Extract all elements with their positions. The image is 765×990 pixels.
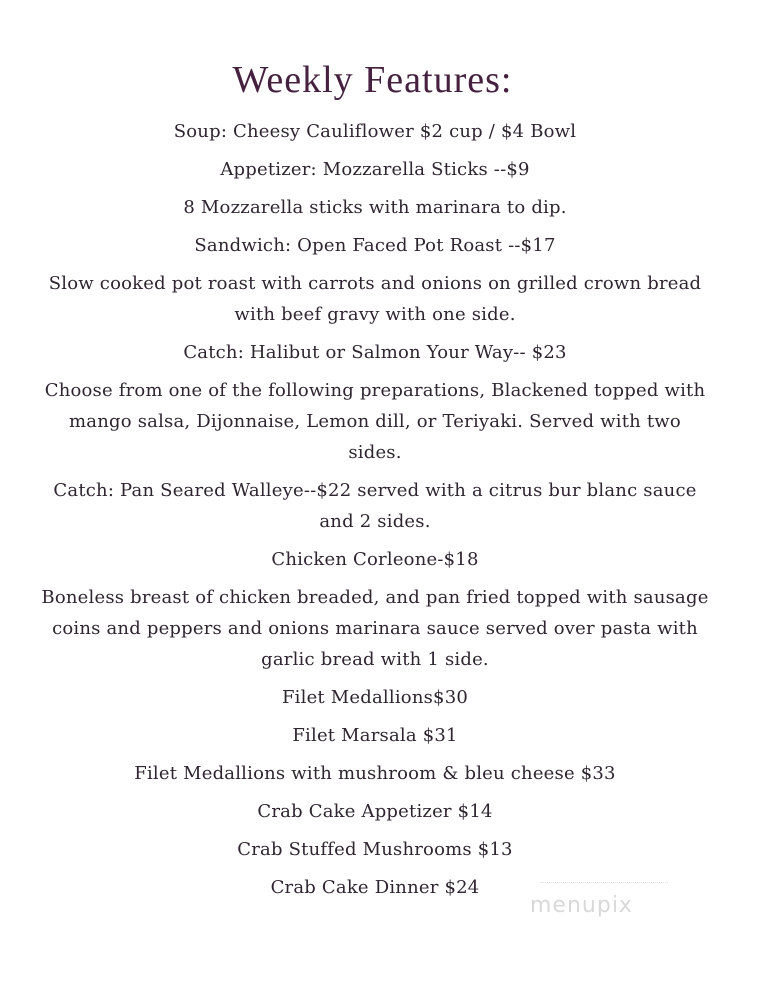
menu-line-soup: Soup: Cheesy Cauliflower $2 cup / $4 Bowl [173, 121, 577, 142]
menu-line-appetizer-desc: 8 Mozzarella sticks with marinara to dip. [183, 197, 567, 218]
menu-line-catch-walleye: Catch: Pan Seared Walleye--$22 served with a citrus bur blanc sauce and 2 sides. [53, 480, 697, 532]
menu-line-appetizer: Appetizer: Mozzarella Sticks --$9 [220, 159, 530, 180]
menu-line-crab-appetizer: Crab Cake Appetizer $14 [257, 801, 493, 822]
watermark-decoration [540, 882, 668, 891]
menu-line-chicken: Chicken Corleone-$18 [271, 549, 479, 570]
page-title: Weekly Features: [232, 59, 513, 101]
menu-items [40, 116, 710, 910]
watermark-logo: menupix [530, 893, 633, 918]
menu-line-filet-medallions: Filet Medallions$30 [281, 687, 469, 708]
menu-line-catch-halibut: Catch: Halibut or Salmon Your Way-- $23 [183, 342, 567, 363]
menu-line-catch-halibut-desc: Choose from one of the following preparations, Blackened topped with mango salsa, Dijonnaise, Lemon dill, or Teriyaki. Served with two sides. [44, 380, 706, 463]
menu-line-filet-marsala: Filet Marsala $31 [292, 725, 458, 746]
menu-line-crab-dinner: Crab Cake Dinner $24 [270, 877, 480, 898]
menu-line-sandwich: Sandwich: Open Faced Pot Roast --$17 [194, 235, 556, 256]
menu-line-crab-mushrooms: Crab Stuffed Mushrooms $13 [237, 839, 513, 860]
menu-line-sandwich-desc: Slow cooked pot roast with carrots and onions on grilled crown bread with beef gravy with one side. [48, 273, 702, 325]
menu-line-filet-bleu: Filet Medallions with mushroom & bleu cheese $33 [134, 763, 616, 784]
menu-line-chicken-desc: Boneless breast of chicken breaded, and pan fried topped with sausage coins and peppers and onions marinara sauce served over pasta with garlic bread with 1 side. [41, 587, 709, 670]
